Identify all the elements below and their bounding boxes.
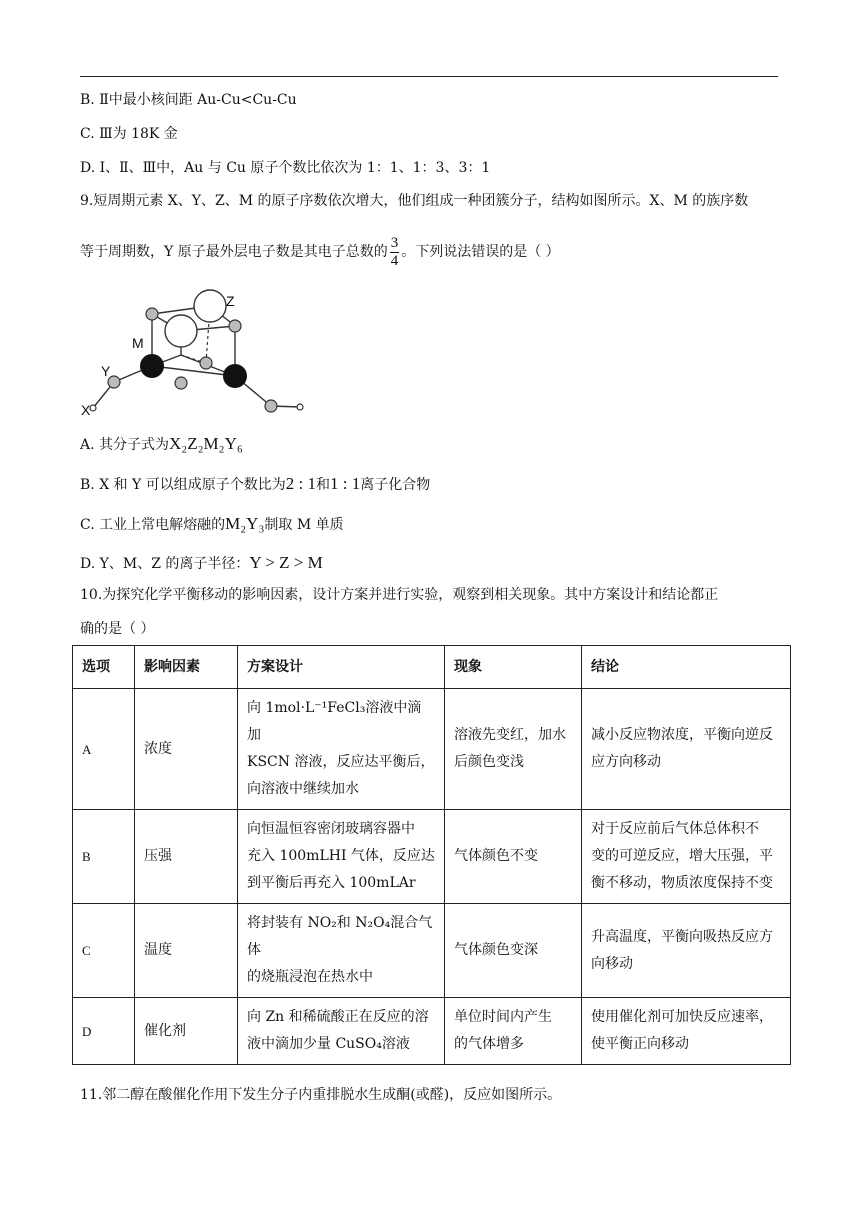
option-b-ratio2: 1 : 1 [329,474,361,493]
cell-design [238,904,445,998]
cell-line: 后颜色变浅 [454,754,524,770]
cell-line: 使用催化剂可加快反应速率， [591,1009,773,1025]
atom-y-1 [146,308,158,320]
q10-stem-line2: 确的是（ ） [80,621,155,637]
table-row [73,998,791,1065]
header-phenomenon: 现象 [445,646,582,689]
header-rule [80,76,778,77]
option-c-prev: C. Ⅲ为 18K 金 [80,126,178,142]
cell-conclusion [582,904,791,998]
option-c-formula: M₂Y₃ [225,514,265,533]
cell-option: D [73,998,135,1065]
q9-stem-tail: 。下列说法错误的是（ ） [401,244,560,260]
option-b-and: 和 [315,477,330,493]
atom-y-3 [200,357,212,369]
header-option: 选项 [73,646,135,689]
cell-option: A [73,689,135,810]
option-c-text-1: C. 工业上常电解熔融的 [80,517,226,533]
option-c-text-2: 制取 M 单质 [264,517,344,533]
cell-line: 向 1mol·L⁻¹FeCl₃溶液中滴加 [247,700,422,743]
q9-option-b [80,472,430,496]
cell-line: 溶液先变红，加水 [454,727,566,743]
table-row [73,810,791,904]
atom-y-6 [265,400,277,412]
cell-phenomenon [445,998,582,1065]
cell-line: KSCN 溶液，反应达平衡后， [247,754,435,770]
label-z: Z [226,293,235,309]
cell-factor: 催化剂 [135,998,238,1065]
cell-line: 到平衡后再充入 100mLAr [247,875,416,891]
atom-m-right [223,364,247,388]
cell-line: 向 Zn 和稀硫酸正在反应的溶 [247,1009,429,1025]
cell-line: 升高温度，平衡向吸热反应方 [591,928,773,945]
table-row [73,904,791,998]
atom-z-top [194,290,226,322]
cell-factor: 浓度 [135,689,238,810]
label-m: M [132,335,144,351]
cell-phenomenon [445,689,582,810]
q9-option-c [80,512,344,536]
cell-factor: 压强 [135,810,238,904]
cell-conclusion [582,689,791,810]
header-conclusion: 结论 [582,646,791,689]
atom-z-front [165,315,197,347]
option-b-prev: B. Ⅱ中最小核间距 Au-Cu<Cu-Cu [80,92,297,108]
q9-option-a [80,432,243,456]
option-d-text: D. Y、M、Z 的离子半径： [80,556,250,572]
q9-stem-line1: 9.短周期元素 X、Y、Z、M 的原子序数依次增大，他们组成一种团簇分子，结构如图所示。X、M 的族序数 [80,193,749,209]
fraction-denominator: 4 [390,252,399,269]
q9-stem-text: 等于周期数，Y 原子最外层电子数是其电子总数的 [80,244,388,260]
option-b-text-1: B. X 和 Y 可以组成原子个数比为 [80,477,286,493]
cell-line: 变的可逆反应，增大压强，平 [591,848,773,864]
table-row [73,689,791,810]
q10-stem-line1: 10.为探究化学平衡移动的影响因素，设计方案并进行实验，观察到相关现象。其中方案设计和结论都正 [80,587,719,603]
q9-stem-line2 [80,232,560,272]
cell-line: 气体颜色不变 [454,848,538,864]
cell-conclusion [582,998,791,1065]
cell-option: B [73,810,135,904]
table-header-row [73,646,791,689]
cluster-molecule-figure [78,286,318,421]
q10-table [72,645,791,1065]
cell-line: 气体颜色变深 [454,942,538,958]
label-y: Y [101,363,111,379]
cell-design [238,998,445,1065]
option-d-formula: Y > Z > M [249,553,323,572]
cell-design [238,689,445,810]
option-a-formula: X₂Z₂M₂Y₆ [169,434,243,453]
cell-line: 充入 100mLHI 气体，反应达 [247,848,435,864]
option-a-text: A. 其分子式为 [80,437,170,453]
cell-conclusion [582,810,791,904]
atom-y-2 [229,320,241,332]
cell-option: C [73,904,135,998]
fraction [390,235,400,270]
cell-line: 的气体增多 [454,1036,524,1052]
cell-design [238,810,445,904]
cell-factor: 温度 [135,904,238,998]
cell-line: 应方向移动 [591,754,661,770]
header-design: 方案设计 [238,646,445,689]
label-x: X [81,402,91,418]
cell-line: 衡不移动，物质浓度保持不变 [591,875,773,891]
cell-line: 减小反应物浓度，平衡向逆反 [591,727,773,743]
option-b-text-2: 离子化合物 [360,477,431,493]
atom-x-2 [297,404,303,410]
cell-phenomenon [445,810,582,904]
option-b-ratio1: 2 : 1 [285,474,316,493]
cell-line: 向恒温恒容密闭玻璃容器中 [247,821,415,837]
cell-line: 使平衡正向移动 [591,1036,689,1052]
cell-line: 向溶液中继续加水 [247,781,359,797]
q9-option-d [80,551,323,575]
cell-line: 的烧瓶浸泡在热水中 [247,969,373,985]
cell-line: 液中滴加少量 CuSO₄溶液 [247,1036,410,1052]
option-d-prev: D. Ⅰ、Ⅱ、Ⅲ中，Au 与 Cu 原子个数比依次为 1：1、1：3、3：1 [80,160,491,176]
cell-phenomenon [445,904,582,998]
atom-x-1 [90,405,96,411]
header-factor: 影响因素 [135,646,238,689]
cell-line: 将封装有 NO₂和 N₂O₄混合气体 [247,915,433,958]
cell-line: 对于反应前后气体总体积不 [591,821,759,837]
q11-stem: 11.邻二醇在酸催化作用下发生分子内重排脱水生成酮(或醛)，反应如图所示。 [80,1087,562,1103]
cell-line: 向移动 [591,955,633,972]
cell-line: 单位时间内产生 [454,1009,552,1025]
fraction-numerator: 3 [390,234,399,251]
